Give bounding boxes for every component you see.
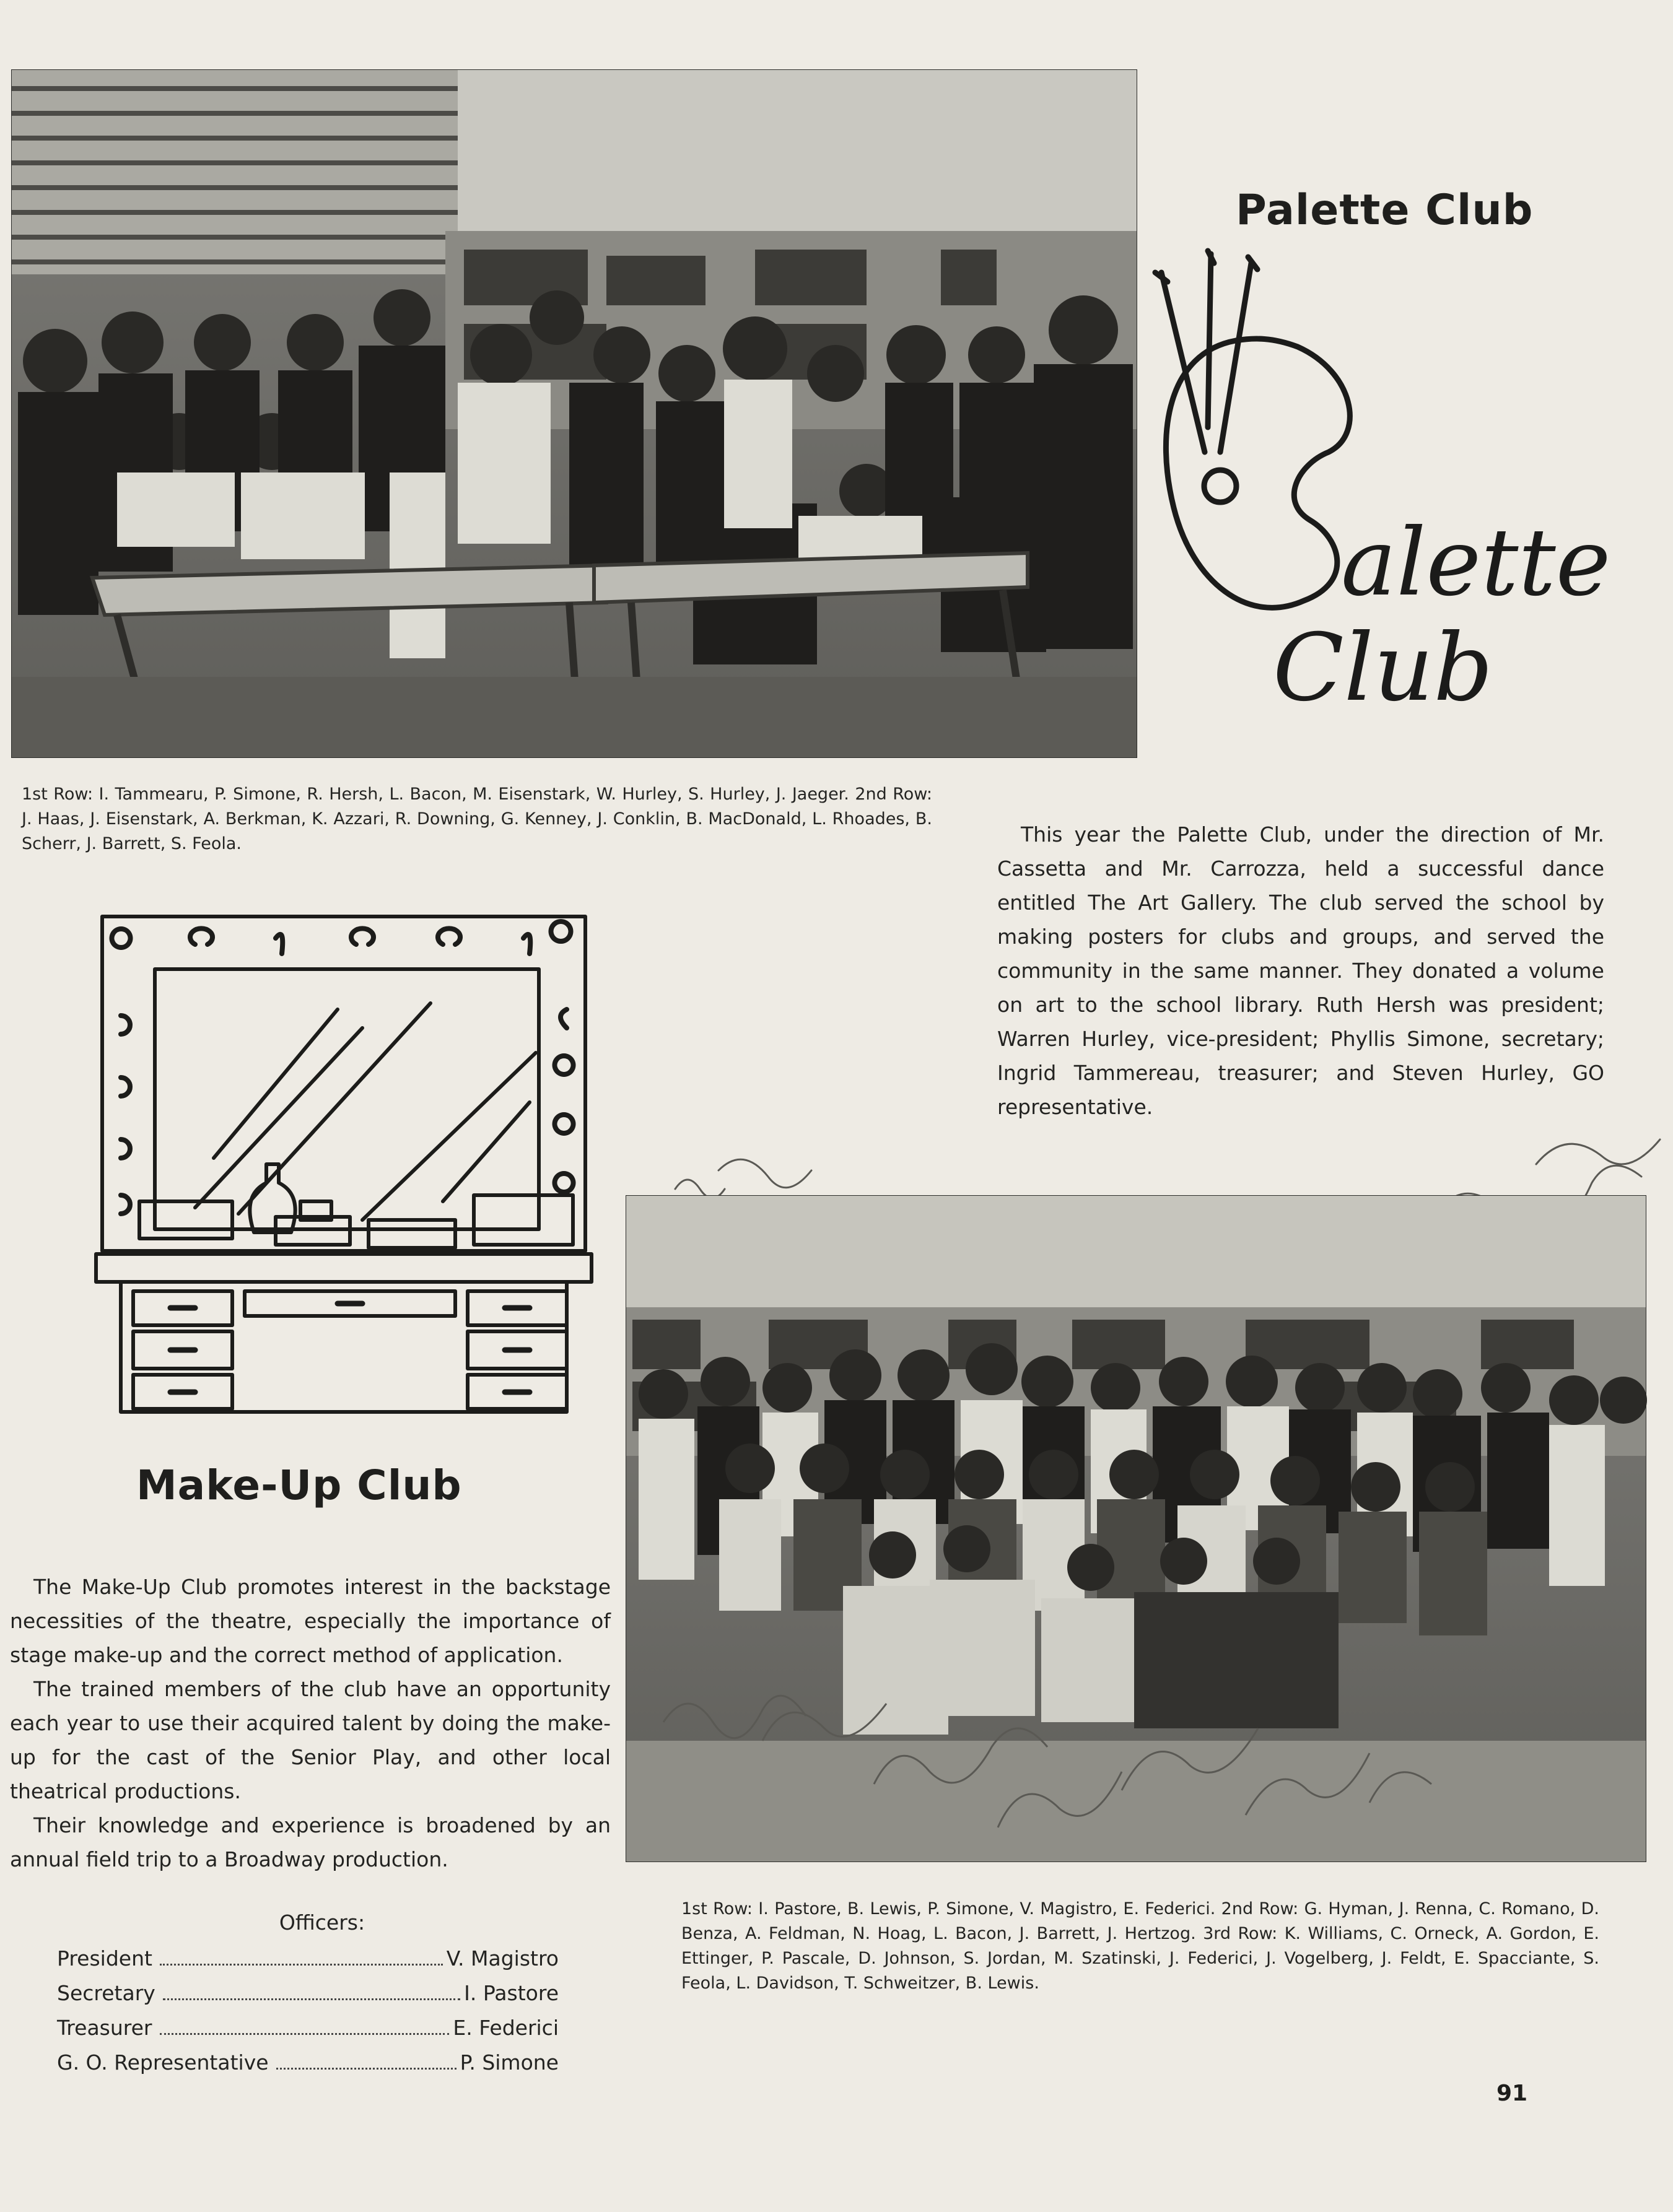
makeup-club-heading: Make-Up Club [136, 1461, 462, 1509]
palette-logo-text-1: alette [1341, 509, 1611, 617]
officer-row [57, 2045, 559, 2080]
makeup-club-photo-caption: 1st Row: I. Pastore, B. Lewis, P. Simone, V. Magistro, E. Federici. 2nd Row: G. Hyman, J. Renna, C. Romano, D. Benza, A. Feldman, N. Hoag, L. Bacon, J. Barrett, J. Hertzog. 3rd Row: K. Williams, C. Orneck, A. Gordon, E. Ettinger, P. Pascale, D. Johnson, S. Jordan, M. Szatinski, J. Federici, J. Vogelberg, J. Feldt, E. Spacciante, S. Feola, L. Davidson, T. Schweitzer, B. Lewis. [681, 1899, 1599, 1993]
dot-leader [276, 2068, 456, 2070]
officer-role: Secretary [57, 1981, 155, 2005]
dot-leader [163, 1998, 460, 2000]
palette-club-logo [1143, 248, 1611, 731]
palette-club-description [997, 817, 1604, 1124]
officer-row [57, 1976, 559, 2011]
makeup-paragraph-2: The trained members of the club have an opportunity each year to use their acquired talent by doing the make-up for the cast of the Senior Play, and other local theatrical productions. [10, 1677, 611, 1803]
officers-title: Officers: [279, 1910, 365, 1935]
palette-logo-text-2: Club [1273, 614, 1493, 722]
officer-role: President [57, 1946, 152, 1970]
officer-name: P. Simone [460, 2050, 559, 2075]
officer-name: I. Pastore [464, 1981, 559, 2005]
makeup-club-photo [626, 1195, 1646, 1862]
officer-row [57, 2011, 559, 2045]
dot-leader [160, 1964, 443, 1966]
officer-role: Treasurer [57, 2016, 152, 2040]
palette-club-photo [11, 69, 1137, 758]
officer-name: V. Magistro [446, 1946, 559, 1970]
makeup-paragraph-3: Their knowledge and experience is broadened by an annual field trip to a Broadway production. [10, 1813, 611, 1871]
makeup-paragraph-1: The Make-Up Club promotes interest in the backstage necessities of the theatre, especially the importance of stage make-up and the correct method of application. [10, 1575, 611, 1667]
officers-list [57, 1941, 559, 2080]
officer-name: E. Federici [453, 2016, 559, 2040]
officer-row [57, 1941, 559, 1976]
palette-club-body: This year the Palette Club, under the direction of Mr. Cassetta and Mr. Carrozza, held a successful dance entitled The Art Gallery. The club served the school by making posters for clubs and groups, and served the community in the same manner. They donated a volume on art to the school library. Ruth Hersh was president; Warren Hurley, vice-president; Phyllis Simone, secretary; Ingrid Tammereau, treasurer; and Steven Hurley, GO representative. [997, 822, 1604, 1119]
page-number: 91 [1496, 2081, 1528, 2106]
dot-leader [160, 2033, 450, 2035]
officer-role: G. O. Representative [57, 2050, 269, 2075]
makeup-club-description [10, 1570, 611, 1876]
palette-club-photo-caption: 1st Row: I. Tammearu, P. Simone, R. Hersh, L. Bacon, M. Eisenstark, W. Hurley, S. Hurley, J. Jaeger. 2nd Row: J. Haas, J. Eisenstark, A. Berkman, K. Azzari, R. Downing, G. Kenney, J. Conklin, B. MacDonald, L. Rhoades, B. Scherr, J. Barrett, S. Feola. [22, 785, 932, 853]
palette-club-heading: Palette Club [1236, 186, 1534, 235]
makeup-mirror-illustration [96, 910, 592, 1418]
